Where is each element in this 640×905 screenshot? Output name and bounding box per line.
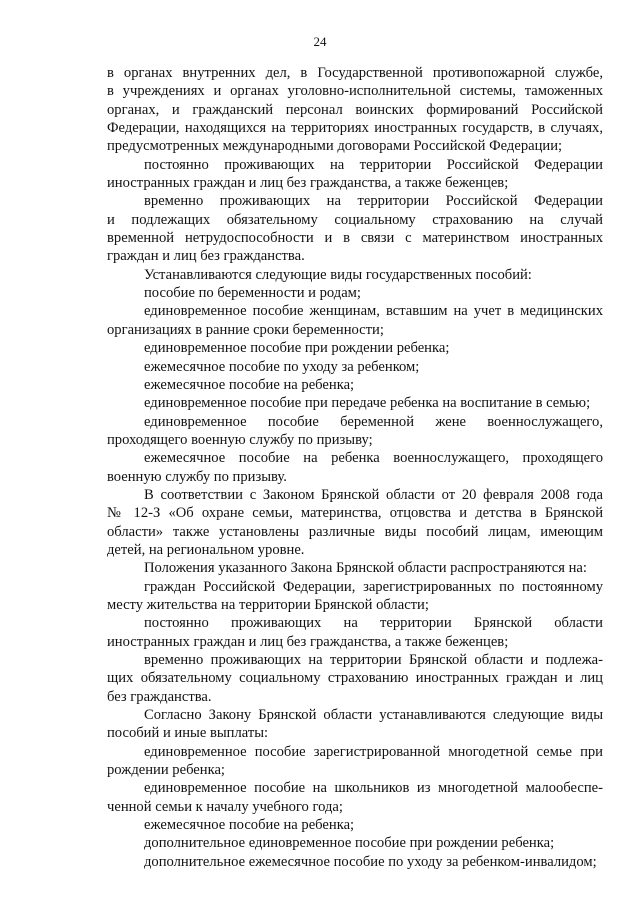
text-line: единовременное пособие при передаче ребенка на воспитание в семью; — [144, 395, 591, 412]
text-line: и подлежащих обязательному социальному страхованию на случай — [107, 211, 603, 228]
text-line: постоянно проживающих на территории Российской Федерации — [144, 156, 603, 173]
document-body — [107, 64, 603, 871]
text-line: единовременное пособие женщинам, вставшим на учет в медицинских — [144, 303, 603, 320]
text-line: органах, и гражданский персонал воинских формирований Российской — [107, 101, 603, 118]
text-line: единовременное пособие на школьников из многодетной малообеспе- — [144, 780, 603, 797]
text-line: ежемесячное пособие по уходу за ребенком; — [144, 358, 420, 375]
text-line: иностранных граждан и лиц без гражданства, а также беженцев; — [107, 633, 509, 650]
text-line: постоянно проживающих на территории Брянской области — [144, 615, 603, 632]
page-number: 24 — [313, 34, 327, 49]
text-line: ежемесячное пособие на ребенка; — [144, 376, 355, 393]
text-line: В соответствии с Законом Брянской области от 20 февраля 2008 года — [144, 486, 603, 503]
text-line: граждан и лиц без гражданства. — [107, 248, 305, 265]
text-line: единовременное пособие беременной жене военнослужащего, — [144, 413, 603, 430]
text-line: пособий и иные выплаты: — [107, 725, 269, 742]
text-line: ежемесячное пособие на ребенка; — [144, 817, 355, 834]
text-line: в органах внутренних дел, в Государственной противопожарной службе, — [107, 65, 603, 81]
text-line: месту жительства на территории Брянской области; — [107, 596, 429, 613]
text-line: временно проживающих на территории Брянской области и подлежа- — [144, 652, 603, 668]
text-line: области» также установлены различные виды пособий лицам, имеющим — [107, 523, 603, 540]
text-line: Федерации, находящихся на территориях иностранных государств, в случаях, — [107, 120, 603, 137]
text-line: временной нетрудоспособности и в связи с материнством иностранных — [107, 230, 603, 247]
text-line: дополнительное ежемесячное пособие по уходу за ребенком-инвалидом; — [144, 853, 597, 870]
text-line: Устанавливаются следующие виды государственных пособий: — [144, 266, 532, 283]
text-line: рождении ребенка; — [107, 762, 225, 779]
text-line: предусмотренных международными договорами Российской Федерации; — [107, 138, 563, 155]
text-line: в учреждениях и органах уголовно-исполнительной системы, таможенных — [107, 83, 603, 100]
text-line: детей, на региональном уровне. — [107, 541, 305, 558]
text-line: единовременное пособие при рождении ребенка; — [144, 340, 450, 357]
text-line: ченной семьи к началу учебного года; — [107, 798, 343, 815]
text-line: военную службу по призыву. — [107, 468, 287, 485]
text-line: пособие по беременности и родам; — [144, 285, 361, 302]
text-line: временно проживающих на территории Российской Федерации — [144, 193, 603, 210]
text-line: щих обязательному социальному страхованию иностранных граждан и лиц — [107, 670, 603, 687]
text-line: дополнительное единовременное пособие при рождении ребенка; — [144, 835, 555, 852]
text-line: ежемесячное пособие на ребенка военнослужащего, проходящего — [144, 450, 603, 467]
text-line: единовременное пособие зарегистрированной многодетной семье при — [144, 743, 603, 760]
text-line: проходящего военную службу по призыву; — [107, 431, 373, 448]
text-line: Согласно Закону Брянской области устанавливаются следующие виды — [144, 707, 603, 724]
text-line: № 12-З «Об охране семьи, материнства, отцовства и детства в Брянской — [107, 505, 603, 522]
text-line: иностранных граждан и лиц без гражданства, а также беженцев; — [107, 175, 509, 192]
text-line: граждан Российской Федерации, зарегистрированных по постоянному — [144, 578, 603, 595]
text-line: без гражданства. — [107, 688, 212, 705]
text-line: организациях в ранние сроки беременности; — [107, 321, 384, 338]
text-line: Положения указанного Закона Брянской области распространяются на: — [144, 560, 587, 577]
